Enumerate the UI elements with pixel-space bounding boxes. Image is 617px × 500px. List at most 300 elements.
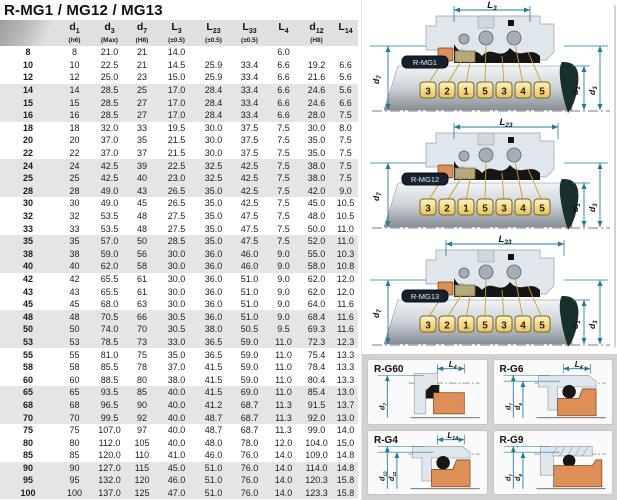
svg-text:d7: $d_7$ — [371, 309, 383, 318]
value-cell: 68.0 — [100, 299, 119, 310]
value-cell: 23.0 — [158, 172, 195, 185]
table-row — [0, 134, 358, 147]
value-cell: 15 — [56, 96, 93, 109]
spring-coil — [507, 31, 521, 45]
set-screw — [508, 254, 514, 260]
size-cell: 58 — [22, 362, 33, 373]
value-cell: 76.0 — [240, 450, 259, 461]
value-cell: 58 — [69, 362, 80, 373]
svg-text:L14: $L_{14}$ — [447, 430, 459, 442]
value-cell: 11.0 — [267, 336, 300, 349]
size-cell: 70 — [0, 411, 56, 424]
variant-badge — [402, 290, 448, 302]
value-cell: 11.0 — [333, 235, 358, 248]
dimension-top — [437, 360, 464, 373]
seal-diagram-r-mg12 — [368, 117, 614, 234]
size-cell: 10 — [22, 59, 33, 70]
svg-text:3: 3 — [425, 86, 431, 98]
value-cell — [232, 46, 267, 59]
value-cell: 7.5 — [277, 148, 290, 159]
value-cell: 9.0 — [277, 299, 290, 310]
value-cell — [300, 46, 333, 59]
size-cell: 15 — [0, 96, 56, 109]
part-tag — [534, 82, 550, 98]
seat-ring — [434, 393, 465, 414]
value-cell: 13.0 — [333, 386, 358, 399]
value-cell: 59.0 — [240, 349, 259, 360]
value-cell: 25.0 — [100, 72, 119, 83]
svg-text:d7: $d_7$ — [502, 402, 514, 411]
spring-coil — [459, 268, 469, 278]
value-cell: 12.0 — [336, 286, 355, 297]
table-row — [0, 436, 358, 449]
value-cell: 43 — [69, 286, 80, 297]
part-tag — [496, 82, 512, 98]
value-cell: 30.0 — [158, 248, 195, 261]
value-cell: 28.5 — [93, 96, 126, 109]
value-cell: 32.5 — [195, 172, 232, 185]
value-cell: 9.0 — [277, 286, 290, 297]
value-cell: 107.0 — [98, 425, 121, 436]
drive-collar — [478, 133, 494, 145]
value-cell: 7.5 — [339, 148, 352, 159]
size-cell: 24 — [0, 159, 56, 172]
value-cell: 42.5 — [240, 198, 259, 209]
value-cell: 59.0 — [93, 248, 126, 261]
svg-text:1: 1 — [463, 203, 469, 215]
svg-text:d3: $d_3$ — [587, 320, 599, 329]
svg-text:d7: $d_7$ — [371, 75, 383, 84]
seal-diagram-r-mg13 — [368, 234, 614, 351]
svg-text:R-MG1: R-MG1 — [412, 58, 438, 67]
part-tag — [458, 199, 474, 215]
value-cell: 30.0 — [204, 148, 223, 159]
detail-card-r-g60 — [367, 359, 488, 425]
value-cell: 72.3 — [300, 336, 333, 349]
value-cell: 78 — [136, 362, 147, 373]
value-cell: 9.0 — [267, 260, 300, 273]
value-cell: 51.0 — [232, 310, 267, 323]
value-cell: 70.5 — [93, 310, 126, 323]
value-cell: 109.0 — [305, 450, 328, 461]
svg-text:1: 1 — [463, 86, 469, 98]
value-cell: 7.5 — [333, 159, 358, 172]
card-label: R-G6 — [499, 364, 524, 375]
value-cell: 42.5 — [232, 172, 267, 185]
spring-coil — [459, 34, 469, 44]
table-row — [0, 361, 358, 374]
value-cell: 6.6 — [339, 59, 352, 70]
value-cell: 12 — [69, 72, 80, 83]
size-cell: 40 — [0, 260, 56, 273]
value-cell: 7.5 — [277, 198, 290, 209]
value-cell: 30.0 — [204, 122, 223, 133]
value-cell: 62.0 — [307, 286, 326, 297]
size-cell: 30 — [22, 198, 33, 209]
column-header: $L_{33}$ (±0.5) — [232, 20, 267, 46]
value-cell: 47.5 — [240, 211, 259, 222]
value-cell: 21.0 — [100, 47, 119, 58]
value-cell: 14 — [56, 84, 93, 97]
value-cell: 114.0 — [300, 462, 333, 475]
value-cell: 43 — [126, 185, 158, 198]
value-cell: 28.5 — [158, 235, 195, 248]
part-tag — [458, 316, 474, 332]
dimension-length — [454, 117, 558, 130]
value-cell: 38.0 — [195, 323, 232, 336]
value-cell: 11.0 — [275, 374, 292, 385]
value-cell: 30.0 — [167, 286, 186, 297]
svg-text:3: 3 — [425, 320, 431, 332]
value-cell: 9.0 — [333, 185, 358, 198]
table-row — [0, 310, 358, 323]
value-cell: 11.0 — [275, 362, 292, 373]
svg-text:d7: $d_7$ — [371, 192, 383, 201]
value-cell: 7.5 — [333, 109, 358, 122]
value-cell: 48 — [56, 310, 93, 323]
value-cell: 28.4 — [195, 109, 232, 122]
o-ring — [562, 385, 575, 398]
value-cell — [195, 46, 232, 59]
value-cell: 7.5 — [267, 172, 300, 185]
svg-text:d11: $d_{11}$ — [387, 471, 398, 481]
value-cell: 36.0 — [195, 260, 232, 273]
value-cell: 33.0 — [158, 336, 195, 349]
svg-text:d7: $d_7$ — [502, 473, 514, 481]
value-cell: 100 — [56, 487, 93, 500]
value-cell: 19.5 — [167, 122, 186, 133]
value-cell: 13.7 — [333, 399, 358, 412]
svg-text:5: 5 — [539, 320, 545, 332]
table-header-row — [0, 20, 358, 46]
value-cell: 8.0 — [339, 122, 352, 133]
table-row — [0, 59, 358, 72]
value-cell: 35 — [136, 135, 147, 146]
value-cell: 12.3 — [333, 336, 358, 349]
value-cell: 11.6 — [333, 323, 358, 336]
value-cell: 46.0 — [232, 248, 267, 261]
svg-text:5: 5 — [539, 203, 545, 215]
value-cell: 48 — [136, 223, 147, 234]
value-cell: 42.5 — [93, 172, 126, 185]
value-cell: 51.0 — [240, 299, 259, 310]
value-cell: 9.0 — [267, 310, 300, 323]
dimension-top — [437, 431, 464, 444]
value-cell: 7.5 — [277, 122, 290, 133]
svg-text:3: 3 — [501, 203, 507, 215]
value-cell: 50.5 — [232, 323, 267, 336]
value-cell: 11.3 — [275, 425, 292, 436]
value-cell: 48.0 — [204, 437, 223, 448]
svg-text:4: 4 — [520, 203, 526, 215]
drive-collar — [478, 250, 494, 262]
value-cell: 37.0 — [167, 362, 186, 373]
variant-badge — [402, 56, 448, 68]
value-cell: 50.0 — [307, 223, 326, 234]
value-cell: 22.5 — [100, 59, 119, 70]
value-cell: 42 — [69, 273, 80, 284]
value-cell: 137.0 — [93, 487, 126, 500]
value-cell: 38 — [56, 248, 93, 261]
value-cell: 42.5 — [232, 185, 267, 198]
size-cell: 53 — [0, 336, 56, 349]
value-cell: 11.6 — [333, 310, 358, 323]
value-cell: 120 — [126, 474, 158, 487]
value-cell: 68.7 — [232, 411, 267, 424]
dimension-d3 — [587, 280, 603, 344]
size-cell: 75 — [22, 425, 33, 436]
value-cell: 38.0 — [300, 172, 333, 185]
svg-text:d1: $d_1$ — [570, 203, 582, 212]
value-cell: 27.5 — [167, 223, 186, 234]
value-cell: 85 — [126, 386, 158, 399]
part-tag — [420, 316, 436, 332]
value-cell: 33.4 — [232, 84, 267, 97]
value-cell: 5.6 — [339, 72, 352, 83]
dimension-d7 — [371, 163, 391, 227]
value-cell: 59.0 — [232, 336, 267, 349]
size-cell: 65 — [0, 386, 56, 399]
svg-text:L3: $L_3$ — [487, 0, 497, 12]
value-cell: 50 — [126, 235, 158, 248]
dimension-length — [454, 0, 530, 13]
value-cell: 90 — [126, 399, 158, 412]
size-cell: 12 — [22, 72, 33, 83]
value-cell: 48 — [136, 211, 147, 222]
value-cell: 36.5 — [204, 349, 223, 360]
value-cell: 11.3 — [267, 411, 300, 424]
value-cell: 41.0 — [167, 450, 186, 461]
table-row — [0, 348, 358, 361]
value-cell: 7.5 — [339, 135, 352, 146]
value-cell: 6.6 — [267, 109, 300, 122]
value-cell: 14.0 — [274, 450, 293, 461]
value-cell: 68.7 — [240, 425, 259, 436]
value-cell: 30.0 — [167, 273, 186, 284]
svg-text:5: 5 — [482, 320, 488, 332]
value-cell: 7.5 — [267, 159, 300, 172]
value-cell: 104.0 — [305, 437, 328, 448]
part-tag — [477, 316, 493, 332]
value-cell: 61 — [136, 286, 147, 297]
value-cell: 14.0 — [267, 462, 300, 475]
part-tag — [515, 199, 531, 215]
value-cell: 6.6 — [267, 96, 300, 109]
drive-collar — [478, 16, 494, 28]
seat-ring — [553, 459, 601, 486]
value-cell: 7.5 — [277, 211, 290, 222]
size-cell: 14 — [0, 84, 56, 97]
value-cell: 90 — [56, 462, 93, 475]
value-cell: 40.0 — [167, 437, 186, 448]
value-cell: 110 — [134, 450, 150, 461]
value-cell: 62.0 — [93, 260, 126, 273]
value-cell: 14.5 — [167, 59, 186, 70]
diagram-section — [361, 0, 617, 500]
value-cell: 36.5 — [195, 336, 232, 349]
table-row — [0, 336, 358, 349]
value-cell: 10.5 — [336, 211, 355, 222]
size-cell: 90 — [0, 462, 56, 475]
svg-text:L4: $L_4$ — [574, 360, 583, 372]
value-cell: 25 — [56, 172, 93, 185]
value-cell: 37.5 — [240, 148, 259, 159]
value-cell: 41.5 — [204, 362, 223, 373]
value-cell: 10.5 — [336, 198, 355, 209]
o-ring — [436, 456, 449, 469]
value-cell: 10.8 — [333, 260, 358, 273]
part-tag — [515, 82, 531, 98]
spring-coil — [507, 148, 521, 162]
value-cell: 78.0 — [240, 437, 259, 448]
value-cell: 26.5 — [167, 198, 186, 209]
value-cell: 12.0 — [274, 437, 293, 448]
table-row — [0, 260, 358, 273]
value-cell: 35.0 — [204, 198, 223, 209]
value-cell: 37.0 — [100, 135, 119, 146]
value-cell: 40 — [126, 172, 158, 185]
seat-detail-cards — [362, 354, 617, 500]
size-cell: 68 — [0, 399, 56, 412]
column-header: $L_4$ — [267, 20, 300, 46]
set-screw — [508, 20, 514, 26]
value-cell: 14.0 — [167, 47, 186, 58]
value-cell: 37 — [136, 148, 147, 159]
variant-badge — [402, 173, 448, 185]
value-cell: 81.0 — [100, 349, 119, 360]
value-cell: 45.0 — [158, 462, 195, 475]
value-cell: 132.0 — [93, 474, 126, 487]
table-row — [0, 159, 358, 172]
value-cell: 38.0 — [167, 374, 186, 385]
value-cell: 22.5 — [158, 159, 195, 172]
size-cell: 18 — [22, 122, 33, 133]
value-cell: 51.0 — [195, 487, 232, 500]
value-cell: 30.0 — [307, 122, 326, 133]
table-row — [0, 71, 358, 84]
dimension-d3 — [587, 46, 603, 110]
seal-cross-section — [368, 117, 614, 234]
seal-cross-section — [368, 234, 614, 351]
svg-text:1: 1 — [463, 320, 469, 332]
value-cell: 11.6 — [337, 299, 354, 310]
value-cell: 35.0 — [167, 349, 186, 360]
panel-edge-border — [610, 4, 616, 348]
value-cell: 61 — [136, 273, 147, 284]
size-cell: 85 — [22, 450, 33, 461]
spring-coil — [507, 265, 521, 279]
value-cell: 78.4 — [307, 362, 326, 373]
size-cell: 38 — [0, 248, 56, 261]
value-cell: 13.3 — [336, 374, 355, 385]
size-cell: 50 — [0, 323, 56, 336]
table-row — [0, 172, 358, 185]
dimension-d7 — [371, 280, 391, 344]
svg-text:d1: $d_1$ — [570, 320, 582, 329]
value-cell — [333, 46, 358, 59]
part-tag — [534, 199, 550, 215]
column-header: $d_{12}$ (H8) — [300, 20, 333, 46]
svg-text:d12: $d_{12}$ — [377, 470, 389, 481]
value-cell: 69.0 — [232, 386, 267, 399]
value-cell: 15.0 — [336, 437, 355, 448]
size-cell: 55 — [22, 349, 33, 360]
set-screw — [508, 137, 514, 143]
value-cell: 99.5 — [93, 411, 126, 424]
table-row — [0, 474, 358, 487]
value-cell: 35.0 — [307, 148, 326, 159]
value-cell: 42.0 — [300, 185, 333, 198]
value-cell: 53.5 — [100, 223, 119, 234]
detail-card-r-g9 — [493, 430, 614, 496]
value-cell: 95 — [56, 474, 93, 487]
svg-text:2: 2 — [444, 203, 450, 215]
value-cell: 47.0 — [158, 487, 195, 500]
value-cell: 64.0 — [307, 299, 326, 310]
value-cell: 88.5 — [100, 374, 119, 385]
value-cell: 5.6 — [333, 84, 358, 97]
value-cell: 49.0 — [100, 198, 119, 209]
value-cell: 11.0 — [337, 223, 354, 234]
value-cell: 38.0 — [300, 159, 333, 172]
seal-cross-section — [368, 0, 614, 117]
seal-diagram-r-mg1 — [368, 0, 614, 117]
svg-text:3: 3 — [501, 320, 507, 332]
value-cell: 40 — [56, 260, 93, 273]
value-cell: 30.0 — [167, 299, 186, 310]
value-cell: 15.8 — [333, 487, 358, 500]
part-tag — [477, 199, 493, 215]
value-cell: 27 — [126, 96, 158, 109]
value-cell: 21 — [136, 59, 147, 70]
svg-text:d6: $d_6$ — [512, 402, 524, 411]
dimension-top — [563, 360, 590, 373]
value-cell: 46.0 — [204, 450, 223, 461]
value-cell: 40.0 — [158, 399, 195, 412]
value-cell: 92.0 — [300, 411, 333, 424]
size-cell: 95 — [0, 474, 56, 487]
value-cell: 17.0 — [158, 84, 195, 97]
value-cell: 30.5 — [158, 323, 195, 336]
value-cell: 73 — [126, 336, 158, 349]
value-cell: 15.8 — [333, 474, 358, 487]
size-cell: 60 — [22, 374, 33, 385]
value-cell: 21 — [136, 47, 147, 58]
table-row — [0, 411, 358, 424]
value-cell: 36.0 — [195, 310, 232, 323]
part-tag — [496, 316, 512, 332]
value-cell: 14.8 — [333, 462, 358, 475]
value-cell: 33.4 — [232, 109, 267, 122]
table-row — [0, 147, 358, 160]
column-header: $d_1$ (h6) — [56, 20, 93, 46]
value-cell: 21.5 — [167, 148, 186, 159]
column-header: $L_{14}$ — [333, 20, 358, 46]
value-cell: 39 — [126, 159, 158, 172]
value-cell: 65.5 — [100, 286, 119, 297]
value-cell: 65.5 — [100, 273, 119, 284]
value-cell: 27 — [126, 109, 158, 122]
value-cell: 35.0 — [307, 135, 326, 146]
value-cell: 36.0 — [204, 299, 223, 310]
value-cell: 63 — [136, 299, 147, 310]
value-cell: 78.5 — [93, 336, 126, 349]
value-cell: 13.3 — [336, 362, 355, 373]
value-cell: 33.4 — [232, 96, 267, 109]
svg-text:3: 3 — [425, 203, 431, 215]
value-cell: 18 — [69, 122, 80, 133]
value-cell: 36.0 — [195, 248, 232, 261]
